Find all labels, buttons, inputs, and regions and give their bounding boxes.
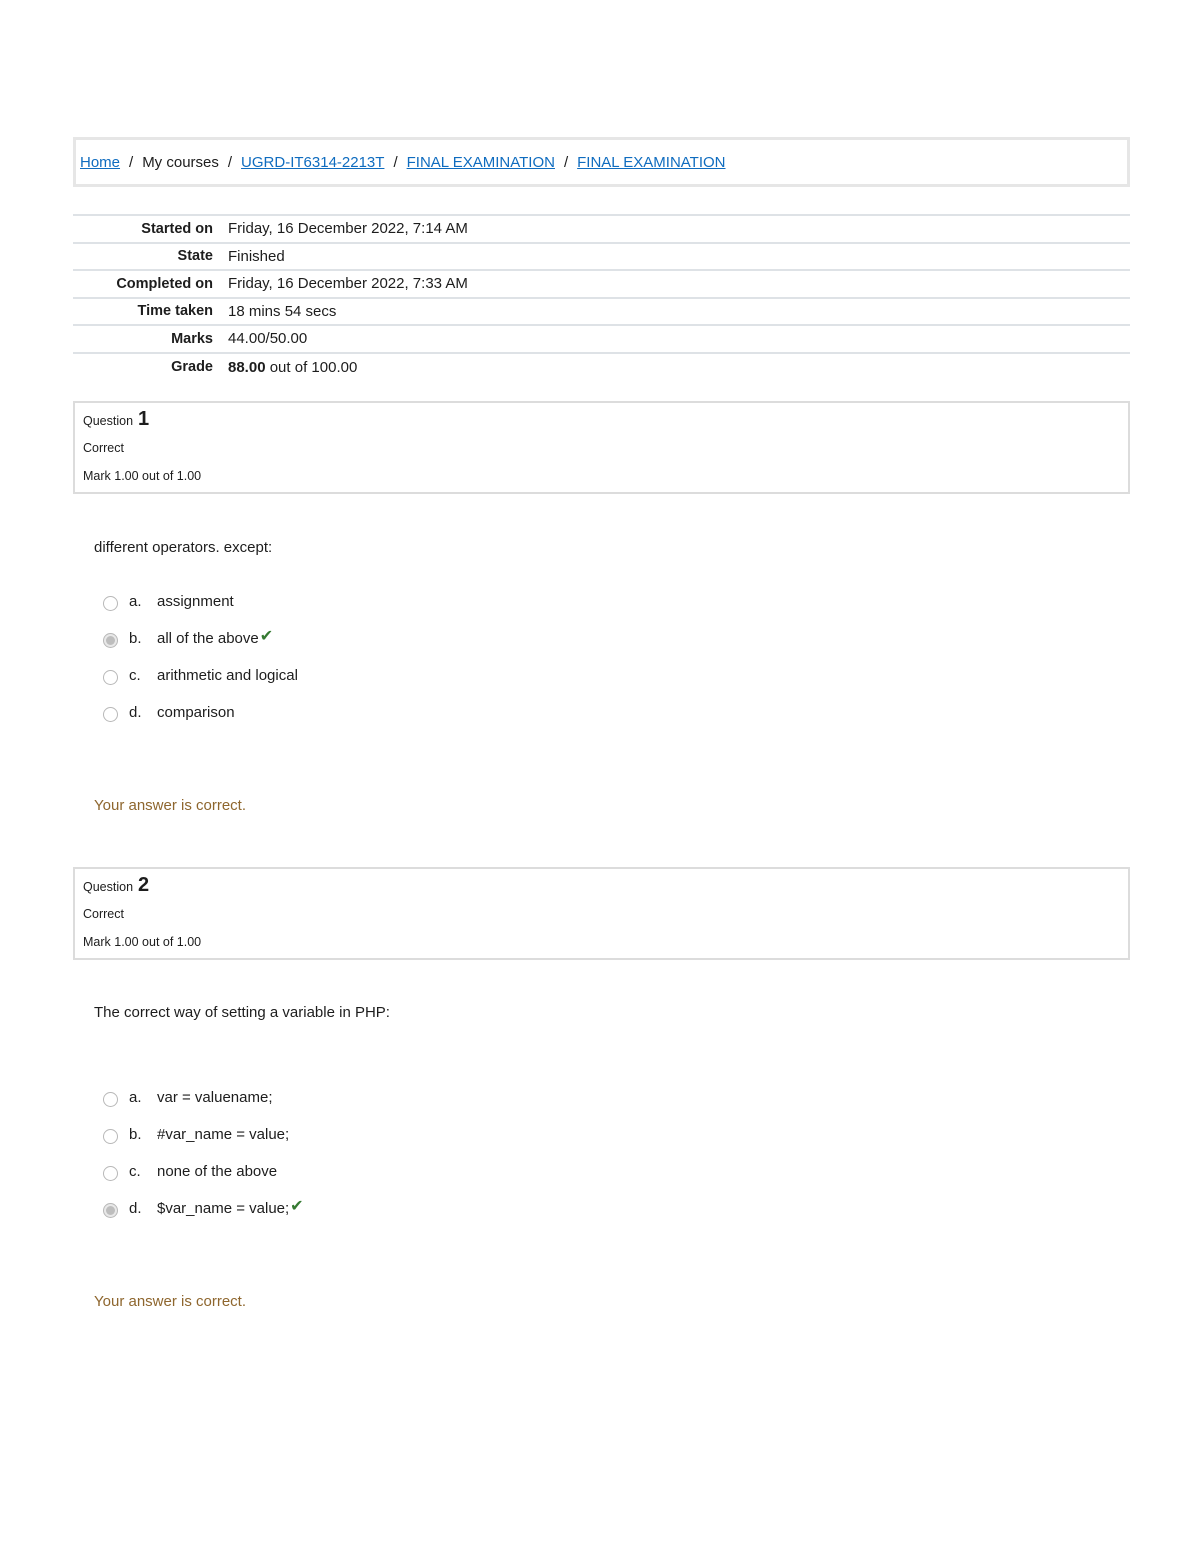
answer-letter: a. — [129, 1089, 142, 1106]
grade-score: 88.00 — [228, 358, 266, 376]
answer-option[interactable] — [103, 620, 1130, 657]
radio-button[interactable] — [103, 1092, 118, 1107]
answer-letter: a. — [129, 593, 142, 610]
answer-option[interactable] — [103, 1153, 1130, 1190]
answer-text: none of the above — [157, 1163, 278, 1180]
question-mark: Mark 1.00 out of 1.00 — [83, 935, 202, 949]
summary-row-completed-on — [73, 271, 1130, 299]
question-word: Question — [83, 880, 134, 894]
check-icon: ✔ — [259, 627, 274, 645]
summary-label: Time taken — [137, 303, 213, 320]
radio-button[interactable] — [103, 670, 118, 685]
answer-option[interactable] — [103, 1116, 1130, 1153]
question-1 — [73, 401, 1130, 814]
summary-label: Grade — [171, 359, 213, 376]
breadcrumb-course-link[interactable]: UGRD-IT6314-2213T — [241, 153, 385, 171]
question-number — [83, 406, 1120, 434]
summary-label: State — [177, 248, 213, 265]
radio-button[interactable] — [103, 596, 118, 611]
answer-option[interactable] — [103, 657, 1130, 694]
answer-list — [103, 1079, 1130, 1227]
answer-option[interactable] — [103, 583, 1130, 620]
breadcrumb-separator: / — [129, 153, 134, 171]
summary-label: Started on — [141, 220, 213, 237]
summary-row-started-on — [73, 216, 1130, 244]
summary-row-time-taken — [73, 299, 1130, 327]
question-number-value: 1 — [138, 408, 150, 430]
summary-row-state — [73, 244, 1130, 272]
summary-value: Finished — [228, 247, 285, 265]
answer-text: all of the above — [157, 630, 259, 647]
answer-list — [103, 583, 1130, 731]
breadcrumb-separator: / — [393, 153, 398, 171]
breadcrumb-section-link[interactable]: FINAL EXAMINATION — [406, 153, 555, 171]
summary-row-grade — [73, 354, 1130, 382]
breadcrumb — [73, 137, 1130, 187]
radio-button[interactable] — [103, 1129, 118, 1144]
answer-letter: b. — [129, 1126, 142, 1143]
answer-text: assignment — [157, 593, 234, 610]
radio-button[interactable] — [103, 633, 118, 648]
grade-out-of: out of 100.00 — [269, 358, 358, 376]
answer-letter: b. — [129, 630, 142, 647]
answer-letter: c. — [129, 667, 141, 684]
question-word: Question — [83, 414, 134, 428]
breadcrumb-home-link[interactable]: Home — [80, 153, 121, 171]
answer-letter: d. — [129, 1200, 142, 1217]
question-state: Correct — [83, 441, 124, 455]
breadcrumb-my-courses: My courses — [142, 153, 219, 171]
answer-feedback: Your answer is correct. — [94, 1293, 247, 1310]
radio-button[interactable] — [103, 1203, 118, 1218]
question-text: different operators. except: — [94, 539, 273, 556]
summary-value: Friday, 16 December 2022, 7:14 AM — [228, 220, 468, 238]
question-info-box — [73, 867, 1130, 960]
check-icon: ✔ — [290, 1197, 304, 1215]
summary-value: 44.00/50.00 — [228, 330, 308, 348]
answer-letter: c. — [129, 1163, 141, 1180]
answer-option[interactable] — [103, 694, 1130, 731]
question-state: Correct — [83, 907, 124, 921]
attempt-summary-table — [73, 214, 1130, 381]
summary-value: 18 mins 54 secs — [228, 302, 337, 320]
radio-button[interactable] — [103, 1166, 118, 1181]
answer-letter: d. — [129, 704, 142, 721]
question-info-box — [73, 401, 1130, 494]
breadcrumb-quiz-link[interactable]: FINAL EXAMINATION — [577, 153, 726, 171]
answer-text: #var_name = value; — [157, 1126, 290, 1143]
answer-text: arithmetic and logical — [157, 667, 298, 684]
summary-label: Completed on — [116, 275, 213, 292]
answer-option[interactable] — [103, 1079, 1130, 1116]
summary-value: Friday, 16 December 2022, 7:33 AM — [228, 275, 468, 293]
answer-text: comparison — [157, 704, 235, 721]
breadcrumb-separator: / — [563, 153, 569, 171]
radio-button[interactable] — [103, 707, 118, 722]
question-mark: Mark 1.00 out of 1.00 — [83, 469, 202, 483]
answer-text: var = valuename; — [157, 1089, 273, 1106]
answer-feedback: Your answer is correct. — [94, 797, 247, 814]
question-text: The correct way of setting a variable in PHP: — [94, 1004, 390, 1021]
answer-text: $var_name = value; — [157, 1200, 290, 1217]
question-2 — [73, 867, 1130, 1310]
page-content — [73, 137, 1130, 1310]
summary-label: Marks — [171, 330, 213, 347]
question-number-value: 2 — [138, 874, 150, 896]
question-number — [83, 872, 1120, 900]
summary-row-marks — [73, 326, 1130, 354]
answer-option[interactable] — [103, 1190, 1130, 1227]
breadcrumb-separator: / — [227, 153, 233, 171]
summary-value-grade — [228, 359, 357, 376]
